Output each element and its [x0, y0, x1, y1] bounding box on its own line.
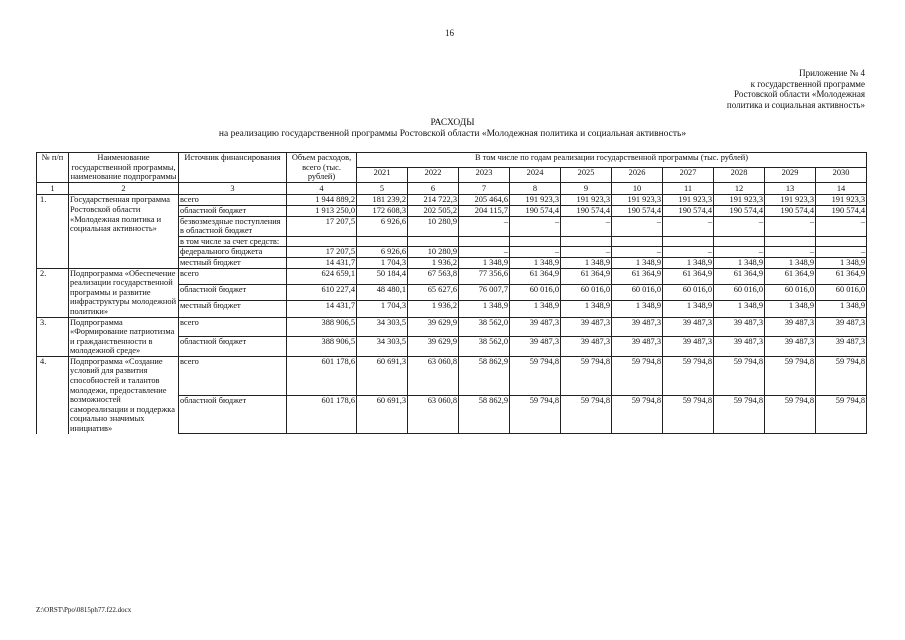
year-value: 60 016,0 [714, 284, 765, 300]
year-value: 39 629,9 [408, 337, 459, 357]
header-year: 2026 [612, 167, 663, 182]
table-row [37, 195, 867, 206]
header-years-group: В том числе по годам реализации государственной программы (тыс. рублей) [357, 153, 867, 168]
year-value: – [663, 247, 714, 258]
appendix-line: Приложение № 4 [799, 68, 865, 78]
year-value: 59 794,8 [561, 395, 612, 434]
year-value: 65 627,6 [408, 284, 459, 300]
funding-source: всего [179, 317, 287, 337]
appendix-line: к государственной программе [750, 78, 865, 89]
year-value: – [561, 216, 612, 236]
year-value: 59 794,8 [663, 395, 714, 434]
year-value: 39 487,3 [561, 317, 612, 337]
year-value [612, 236, 663, 247]
year-value: 190 574,4 [663, 205, 714, 216]
year-value: 204 115,7 [459, 205, 510, 216]
year-value: 39 487,3 [765, 317, 816, 337]
year-value: – [612, 247, 663, 258]
year-value [357, 236, 408, 247]
year-value: 63 060,8 [408, 356, 459, 395]
header-source: Источник финансирования [179, 153, 287, 183]
column-number: 14 [816, 182, 867, 195]
year-value: 1 348,9 [510, 301, 561, 317]
total-value: 601 178,6 [287, 395, 357, 434]
funding-source: местный бюджет [179, 257, 287, 268]
funding-source: всего [179, 356, 287, 395]
year-value: 1 704,3 [357, 301, 408, 317]
year-value: 59 794,8 [612, 395, 663, 434]
year-value: 60 016,0 [663, 284, 714, 300]
year-value: 59 794,8 [816, 395, 867, 434]
year-value: 214 722,3 [408, 195, 459, 206]
year-value: 60 691,3 [357, 395, 408, 434]
year-value: 1 704,3 [357, 257, 408, 268]
year-value: – [714, 247, 765, 258]
column-number: 6 [408, 182, 459, 195]
header-no: № п/п [37, 153, 69, 183]
year-value: 59 794,8 [510, 356, 561, 395]
year-value: 61 364,9 [816, 268, 867, 284]
year-value: 38 562,0 [459, 317, 510, 337]
year-value: 10 280,9 [408, 216, 459, 236]
year-value: 34 303,5 [357, 317, 408, 337]
year-value: 39 487,3 [663, 317, 714, 337]
year-value: 39 487,3 [816, 317, 867, 337]
year-value: 1 348,9 [714, 301, 765, 317]
funding-source: областной бюджет [179, 284, 287, 300]
year-value: 60 016,0 [765, 284, 816, 300]
year-value: 172 608,3 [357, 205, 408, 216]
year-value: 39 487,3 [816, 337, 867, 357]
year-value: 1 348,9 [510, 257, 561, 268]
year-value: 59 794,8 [765, 356, 816, 395]
year-value: – [816, 247, 867, 258]
year-value: 1 348,9 [612, 257, 663, 268]
year-value: 190 574,4 [816, 205, 867, 216]
year-value: 38 562,0 [459, 337, 510, 357]
year-value: 59 794,8 [765, 395, 816, 434]
year-value: 1 348,9 [816, 301, 867, 317]
year-value: – [459, 247, 510, 258]
header-volume: Объем расходов, всего (тыс. рублей) [287, 153, 357, 183]
year-value: 77 356,6 [459, 268, 510, 284]
column-number: 9 [561, 182, 612, 195]
year-value: 48 480,1 [357, 284, 408, 300]
year-value: 59 794,8 [663, 356, 714, 395]
year-value: 39 487,3 [561, 337, 612, 357]
header-name: Наименование государственной программы, наименование подпрограммы [69, 153, 179, 183]
funding-source: всего [179, 268, 287, 284]
year-value: 1 348,9 [459, 257, 510, 268]
header-year: 2023 [459, 167, 510, 182]
year-value: 205 464,6 [459, 195, 510, 206]
file-path-footer: Z:\ORST\Ppo\0815ph77.f22.docx [36, 606, 132, 614]
funding-source: безвозмездные поступления в областной бюджет [179, 216, 287, 236]
year-value: 39 487,3 [714, 317, 765, 337]
program-name: Государственная программа Ростовской области «Молодежная политика и социальная активность» [69, 195, 179, 268]
year-value: 191 923,3 [816, 195, 867, 206]
column-number: 11 [663, 182, 714, 195]
table-row [37, 268, 867, 284]
column-number: 3 [179, 182, 287, 195]
column-number: 1 [37, 182, 69, 195]
year-value: 61 364,9 [663, 268, 714, 284]
year-value [510, 236, 561, 247]
year-value: 202 505,2 [408, 205, 459, 216]
year-value: 60 016,0 [612, 284, 663, 300]
year-value: 60 016,0 [816, 284, 867, 300]
header-year: 2030 [816, 167, 867, 182]
year-value: 60 016,0 [561, 284, 612, 300]
column-number: 2 [69, 182, 179, 195]
program-name: Подпрограмма «Обеспечение реализации государственной программы и развитие инфраструктуры молодежной политики» [69, 268, 179, 317]
program-name: Подпрограмма «Создание условий для развития способностей и талантов молодежи, предоставление возможностей самореализации и поддержка социально значимых инициатив» [69, 356, 179, 433]
program-number: 2. [37, 268, 69, 317]
total-value: 610 227,4 [287, 284, 357, 300]
total-value [287, 236, 357, 247]
year-value: 39 487,3 [663, 337, 714, 357]
year-value: 59 794,8 [816, 356, 867, 395]
year-value: 34 303,5 [357, 337, 408, 357]
year-value: 39 487,3 [510, 317, 561, 337]
year-value: – [765, 216, 816, 236]
year-value: 1 936,2 [408, 257, 459, 268]
total-value: 17 207,5 [287, 216, 357, 236]
year-value: 191 923,3 [765, 195, 816, 206]
year-value [765, 236, 816, 247]
year-value: 39 487,3 [510, 337, 561, 357]
title-line-1: РАСХОДЫ [430, 118, 475, 128]
year-value: 63 060,8 [408, 395, 459, 434]
year-value: 191 923,3 [663, 195, 714, 206]
year-value: 10 280,9 [408, 247, 459, 258]
funding-source: всего [179, 195, 287, 206]
year-value: 191 923,3 [561, 195, 612, 206]
year-value: 1 348,9 [663, 301, 714, 317]
year-value: 190 574,4 [765, 205, 816, 216]
program-number: 1. [37, 195, 69, 268]
year-value: – [510, 216, 561, 236]
funding-source: федерального бюджета [179, 247, 287, 258]
funding-source: в том числе за счет средств: [179, 236, 287, 247]
header-year: 2024 [510, 167, 561, 182]
year-value: 191 923,3 [510, 195, 561, 206]
year-value: 59 794,8 [714, 356, 765, 395]
appendix-line: Ростовской области «Молодежная [734, 89, 865, 99]
year-value: 60 691,3 [357, 356, 408, 395]
year-value: 190 574,4 [510, 205, 561, 216]
expenses-table [36, 152, 867, 434]
year-value [561, 236, 612, 247]
header-year: 2021 [357, 167, 408, 182]
year-value: 61 364,9 [510, 268, 561, 284]
column-number: 5 [357, 182, 408, 195]
column-number: 10 [612, 182, 663, 195]
column-number: 13 [765, 182, 816, 195]
year-value: 181 239,2 [357, 195, 408, 206]
year-value: 60 016,0 [510, 284, 561, 300]
year-value: – [765, 247, 816, 258]
header-year: 2027 [663, 167, 714, 182]
year-value: 39 487,3 [714, 337, 765, 357]
year-value: 1 348,9 [765, 301, 816, 317]
year-value: 59 794,8 [561, 356, 612, 395]
appendix-note [680, 68, 865, 110]
year-value: 1 348,9 [612, 301, 663, 317]
total-value: 624 659,1 [287, 268, 357, 284]
year-value: 1 348,9 [663, 257, 714, 268]
year-value: 39 629,9 [408, 317, 459, 337]
year-value: 50 184,4 [357, 268, 408, 284]
year-value: – [612, 216, 663, 236]
total-value: 14 431,7 [287, 301, 357, 317]
year-value: 1 348,9 [459, 301, 510, 317]
year-value: 76 007,7 [459, 284, 510, 300]
header-year: 2029 [765, 167, 816, 182]
year-value: 61 364,9 [765, 268, 816, 284]
column-number: 8 [510, 182, 561, 195]
year-value [408, 236, 459, 247]
program-number: 3. [37, 317, 69, 356]
total-value: 601 178,6 [287, 356, 357, 395]
funding-source: областной бюджет [179, 205, 287, 216]
total-value: 1 913 250,0 [287, 205, 357, 216]
year-value: 59 794,8 [510, 395, 561, 434]
year-value: – [714, 216, 765, 236]
year-value: – [459, 216, 510, 236]
year-value: 39 487,3 [765, 337, 816, 357]
column-number: 4 [287, 182, 357, 195]
year-value: 58 862,9 [459, 395, 510, 434]
total-value: 388 906,5 [287, 337, 357, 357]
year-value: 6 926,6 [357, 216, 408, 236]
page-number: 16 [445, 28, 454, 38]
year-value: 190 574,4 [612, 205, 663, 216]
year-value: 1 348,9 [765, 257, 816, 268]
year-value: 6 926,6 [357, 247, 408, 258]
year-value: 191 923,3 [714, 195, 765, 206]
funding-source: областной бюджет [179, 395, 287, 434]
year-value: – [561, 247, 612, 258]
column-number: 12 [714, 182, 765, 195]
year-value: 61 364,9 [561, 268, 612, 284]
header-year: 2025 [561, 167, 612, 182]
funding-source: областной бюджет [179, 337, 287, 357]
appendix-line: политика и социальная активность» [726, 99, 865, 110]
table-row [37, 317, 867, 337]
year-value: 1 348,9 [561, 257, 612, 268]
year-value: 1 348,9 [714, 257, 765, 268]
year-value: – [510, 247, 561, 258]
header-year: 2028 [714, 167, 765, 182]
table-row [37, 356, 867, 395]
year-value: 58 862,9 [459, 356, 510, 395]
document-title [0, 118, 905, 140]
year-value [459, 236, 510, 247]
year-value [663, 236, 714, 247]
total-value: 14 431,7 [287, 257, 357, 268]
title-line-2: на реализацию государственной программы Ростовской области «Молодежная политика и социальная активность» [218, 129, 687, 139]
total-value: 17 207,5 [287, 247, 357, 258]
total-value: 388 906,5 [287, 317, 357, 337]
funding-source: местный бюджет [179, 301, 287, 317]
year-value: 39 487,3 [612, 317, 663, 337]
year-value: – [663, 216, 714, 236]
year-value [714, 236, 765, 247]
year-value: 1 936,2 [408, 301, 459, 317]
total-value: 1 944 889,2 [287, 195, 357, 206]
year-value: 61 364,9 [612, 268, 663, 284]
header-year: 2022 [408, 167, 459, 182]
year-value [816, 236, 867, 247]
year-value: 39 487,3 [612, 337, 663, 357]
year-value: 190 574,4 [561, 205, 612, 216]
year-value: 61 364,9 [714, 268, 765, 284]
year-value: 191 923,3 [612, 195, 663, 206]
year-value: 1 348,9 [561, 301, 612, 317]
year-value: 67 563,8 [408, 268, 459, 284]
year-value: 1 348,9 [816, 257, 867, 268]
year-value: – [816, 216, 867, 236]
year-value: 59 794,8 [714, 395, 765, 434]
program-number: 4. [37, 356, 69, 433]
program-name: Подпрограмма «Формирование патриотизма и гражданственности в молодежной среде» [69, 317, 179, 356]
year-value: 59 794,8 [612, 356, 663, 395]
column-number: 7 [459, 182, 510, 195]
year-value: 190 574,4 [714, 205, 765, 216]
